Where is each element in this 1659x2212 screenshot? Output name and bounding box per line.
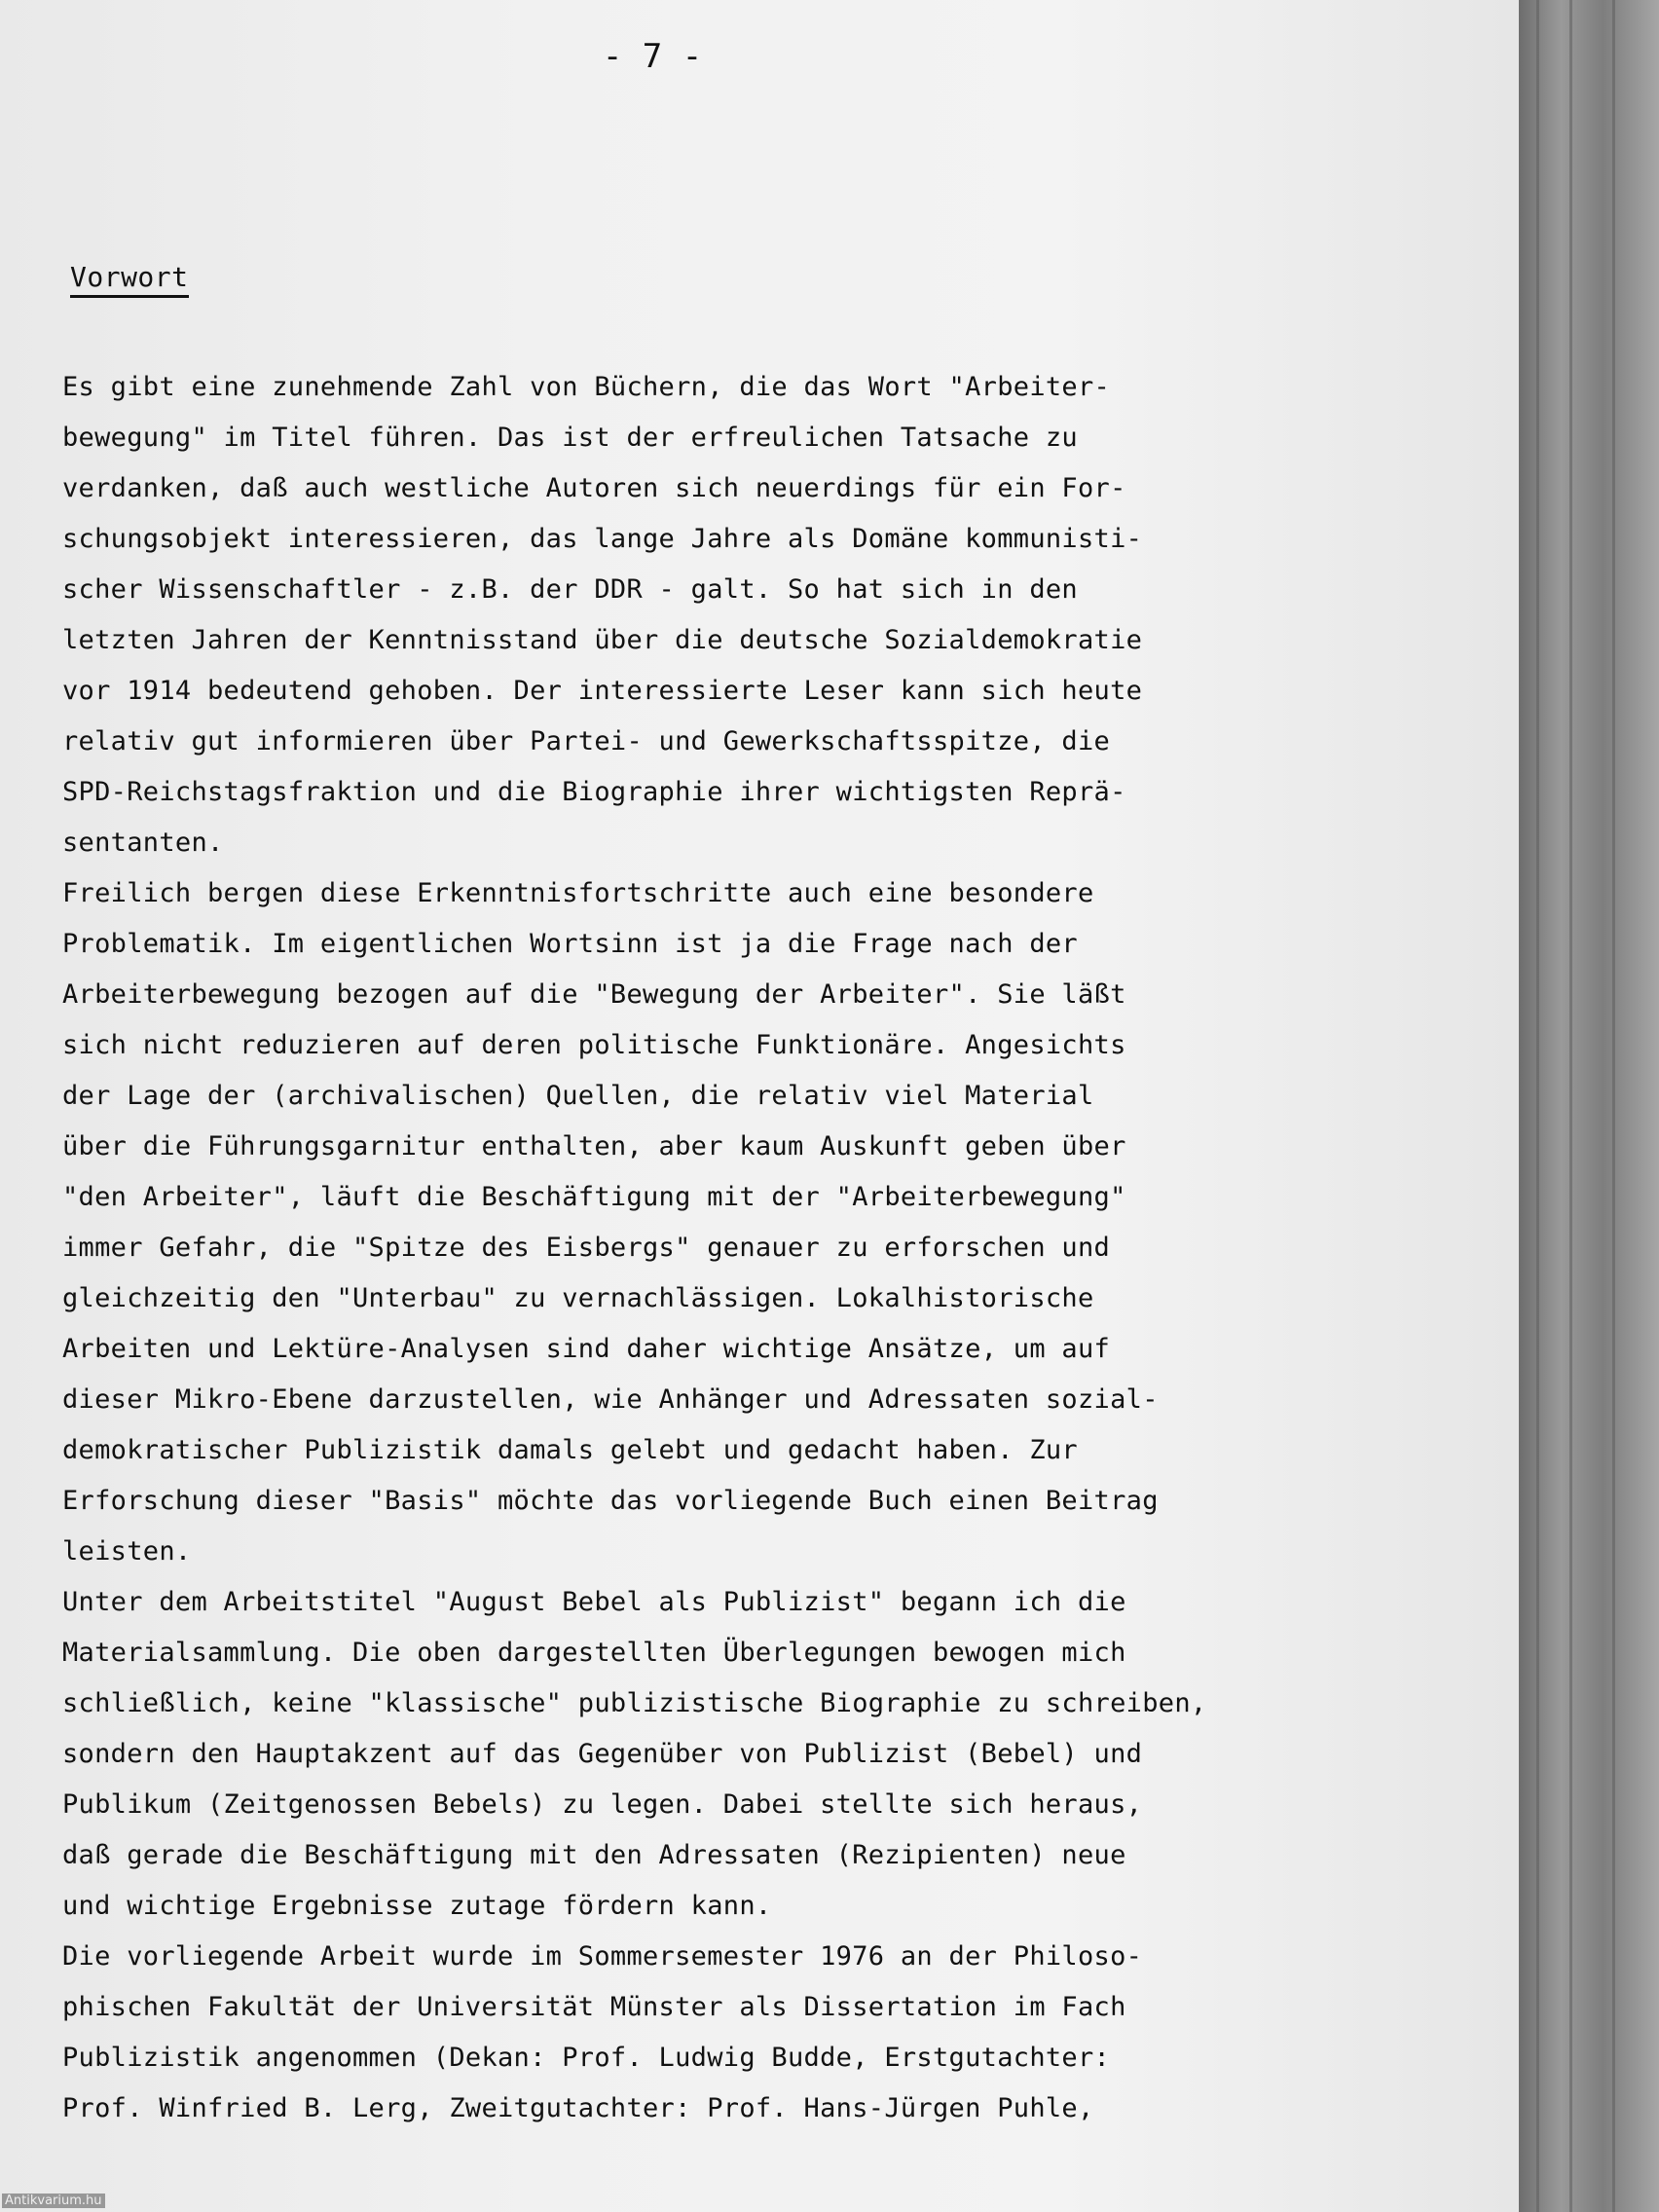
page-edge-shadow: [1519, 0, 1659, 2212]
text-line: verdanken, daß auch westliche Autoren sich neuerdings für ein For-: [62, 473, 1126, 503]
text-line: schungsobjekt interessieren, das lange Jahre als Domäne kommunisti-: [62, 524, 1143, 554]
text-line: Die vorliegende Arbeit wurde im Sommersemester 1976 an der Philoso-: [62, 1941, 1143, 1972]
text-line: phischen Fakultät der Universität Münster als Dissertation im Fach: [62, 1992, 1126, 2022]
page-number: - 7 -: [602, 37, 703, 76]
text-line: scher Wissenschaftler - z.B. der DDR - galt. So hat sich in den: [62, 574, 1078, 605]
text-line: Problematik. Im eigentlichen Wortsinn ist ja die Frage nach der: [62, 929, 1078, 959]
text-line: demokratischer Publizistik damals gelebt und gedacht haben. Zur: [62, 1435, 1078, 1465]
text-line: Es gibt eine zunehmende Zahl von Büchern, die das Wort "Arbeiter-: [62, 372, 1111, 402]
text-line: Unter dem Arbeitstitel "August Bebel als Publizist" begann ich die: [62, 1587, 1126, 1617]
text-line: und wichtige Ergebnisse zutage fördern kann.: [62, 1891, 772, 1921]
text-line: sentanten.: [62, 828, 224, 858]
text-line: immer Gefahr, die "Spitze des Eisbergs" genauer zu erforschen und: [62, 1233, 1111, 1263]
text-line: vor 1914 bedeutend gehoben. Der interessierte Leser kann sich heute: [62, 676, 1143, 706]
text-line: Arbeiterbewegung bezogen auf die "Bewegung der Arbeiter". Sie läßt: [62, 979, 1126, 1010]
text-line: SPD-Reichstagsfraktion und die Biographie ihrer wichtigsten Reprä-: [62, 777, 1126, 807]
text-line: Arbeiten und Lektüre-Analysen sind daher wichtige Ansätze, um auf: [62, 1334, 1111, 1364]
text-line: Publizistik angenommen (Dekan: Prof. Ludwig Budde, Erstgutachter:: [62, 2043, 1111, 2073]
text-line: leisten.: [62, 1536, 192, 1567]
text-line: Freilich bergen diese Erkenntnisfortschritte auch eine besondere: [62, 878, 1094, 908]
text-line: Erforschung dieser "Basis" möchte das vorliegende Buch einen Beitrag: [62, 1486, 1159, 1516]
text-line: daß gerade die Beschäftigung mit den Adressaten (Rezipienten) neue: [62, 1840, 1126, 1870]
text-line: Materialsammlung. Die oben dargestellten Überlegungen bewogen mich: [62, 1638, 1126, 1668]
text-line: dieser Mikro-Ebene darzustellen, wie Anhänger und Adressaten sozial-: [62, 1384, 1159, 1415]
text-line: über die Führungsgarnitur enthalten, aber kaum Auskunft geben über: [62, 1131, 1126, 1161]
body-text: [62, 362, 1279, 2134]
text-line: schließlich, keine "klassische" publizistische Biographie zu schreiben,: [62, 1688, 1207, 1718]
text-line: sich nicht reduzieren auf deren politische Funktionäre. Angesichts: [62, 1030, 1126, 1060]
text-line: relativ gut informieren über Partei- und Gewerkschaftsspitze, die: [62, 726, 1111, 756]
watermark-label: Antikvarium.hu: [2, 2194, 105, 2208]
text-line: der Lage der (archivalischen) Quellen, die relativ viel Material: [62, 1081, 1094, 1111]
text-line: gleichzeitig den "Unterbau" zu vernachlässigen. Lokalhistorische: [62, 1283, 1094, 1313]
text-line: Prof. Winfried B. Lerg, Zweitgutachter: Prof. Hans-Jürgen Puhle,: [62, 2093, 1094, 2123]
text-line: Publikum (Zeitgenossen Bebels) zu legen. Dabei stellte sich heraus,: [62, 1789, 1143, 1820]
text-line: letzten Jahren der Kenntnisstand über die deutsche Sozialdemokratie: [62, 625, 1143, 655]
text-line: "den Arbeiter", läuft die Beschäftigung mit der "Arbeiterbewegung": [62, 1182, 1126, 1212]
text-line: sondern den Hauptakzent auf das Gegenüber von Publizist (Bebel) und: [62, 1739, 1143, 1769]
text-line: bewegung" im Titel führen. Das ist der erfreulichen Tatsache zu: [62, 423, 1078, 453]
section-heading: Vorwort: [70, 261, 189, 298]
